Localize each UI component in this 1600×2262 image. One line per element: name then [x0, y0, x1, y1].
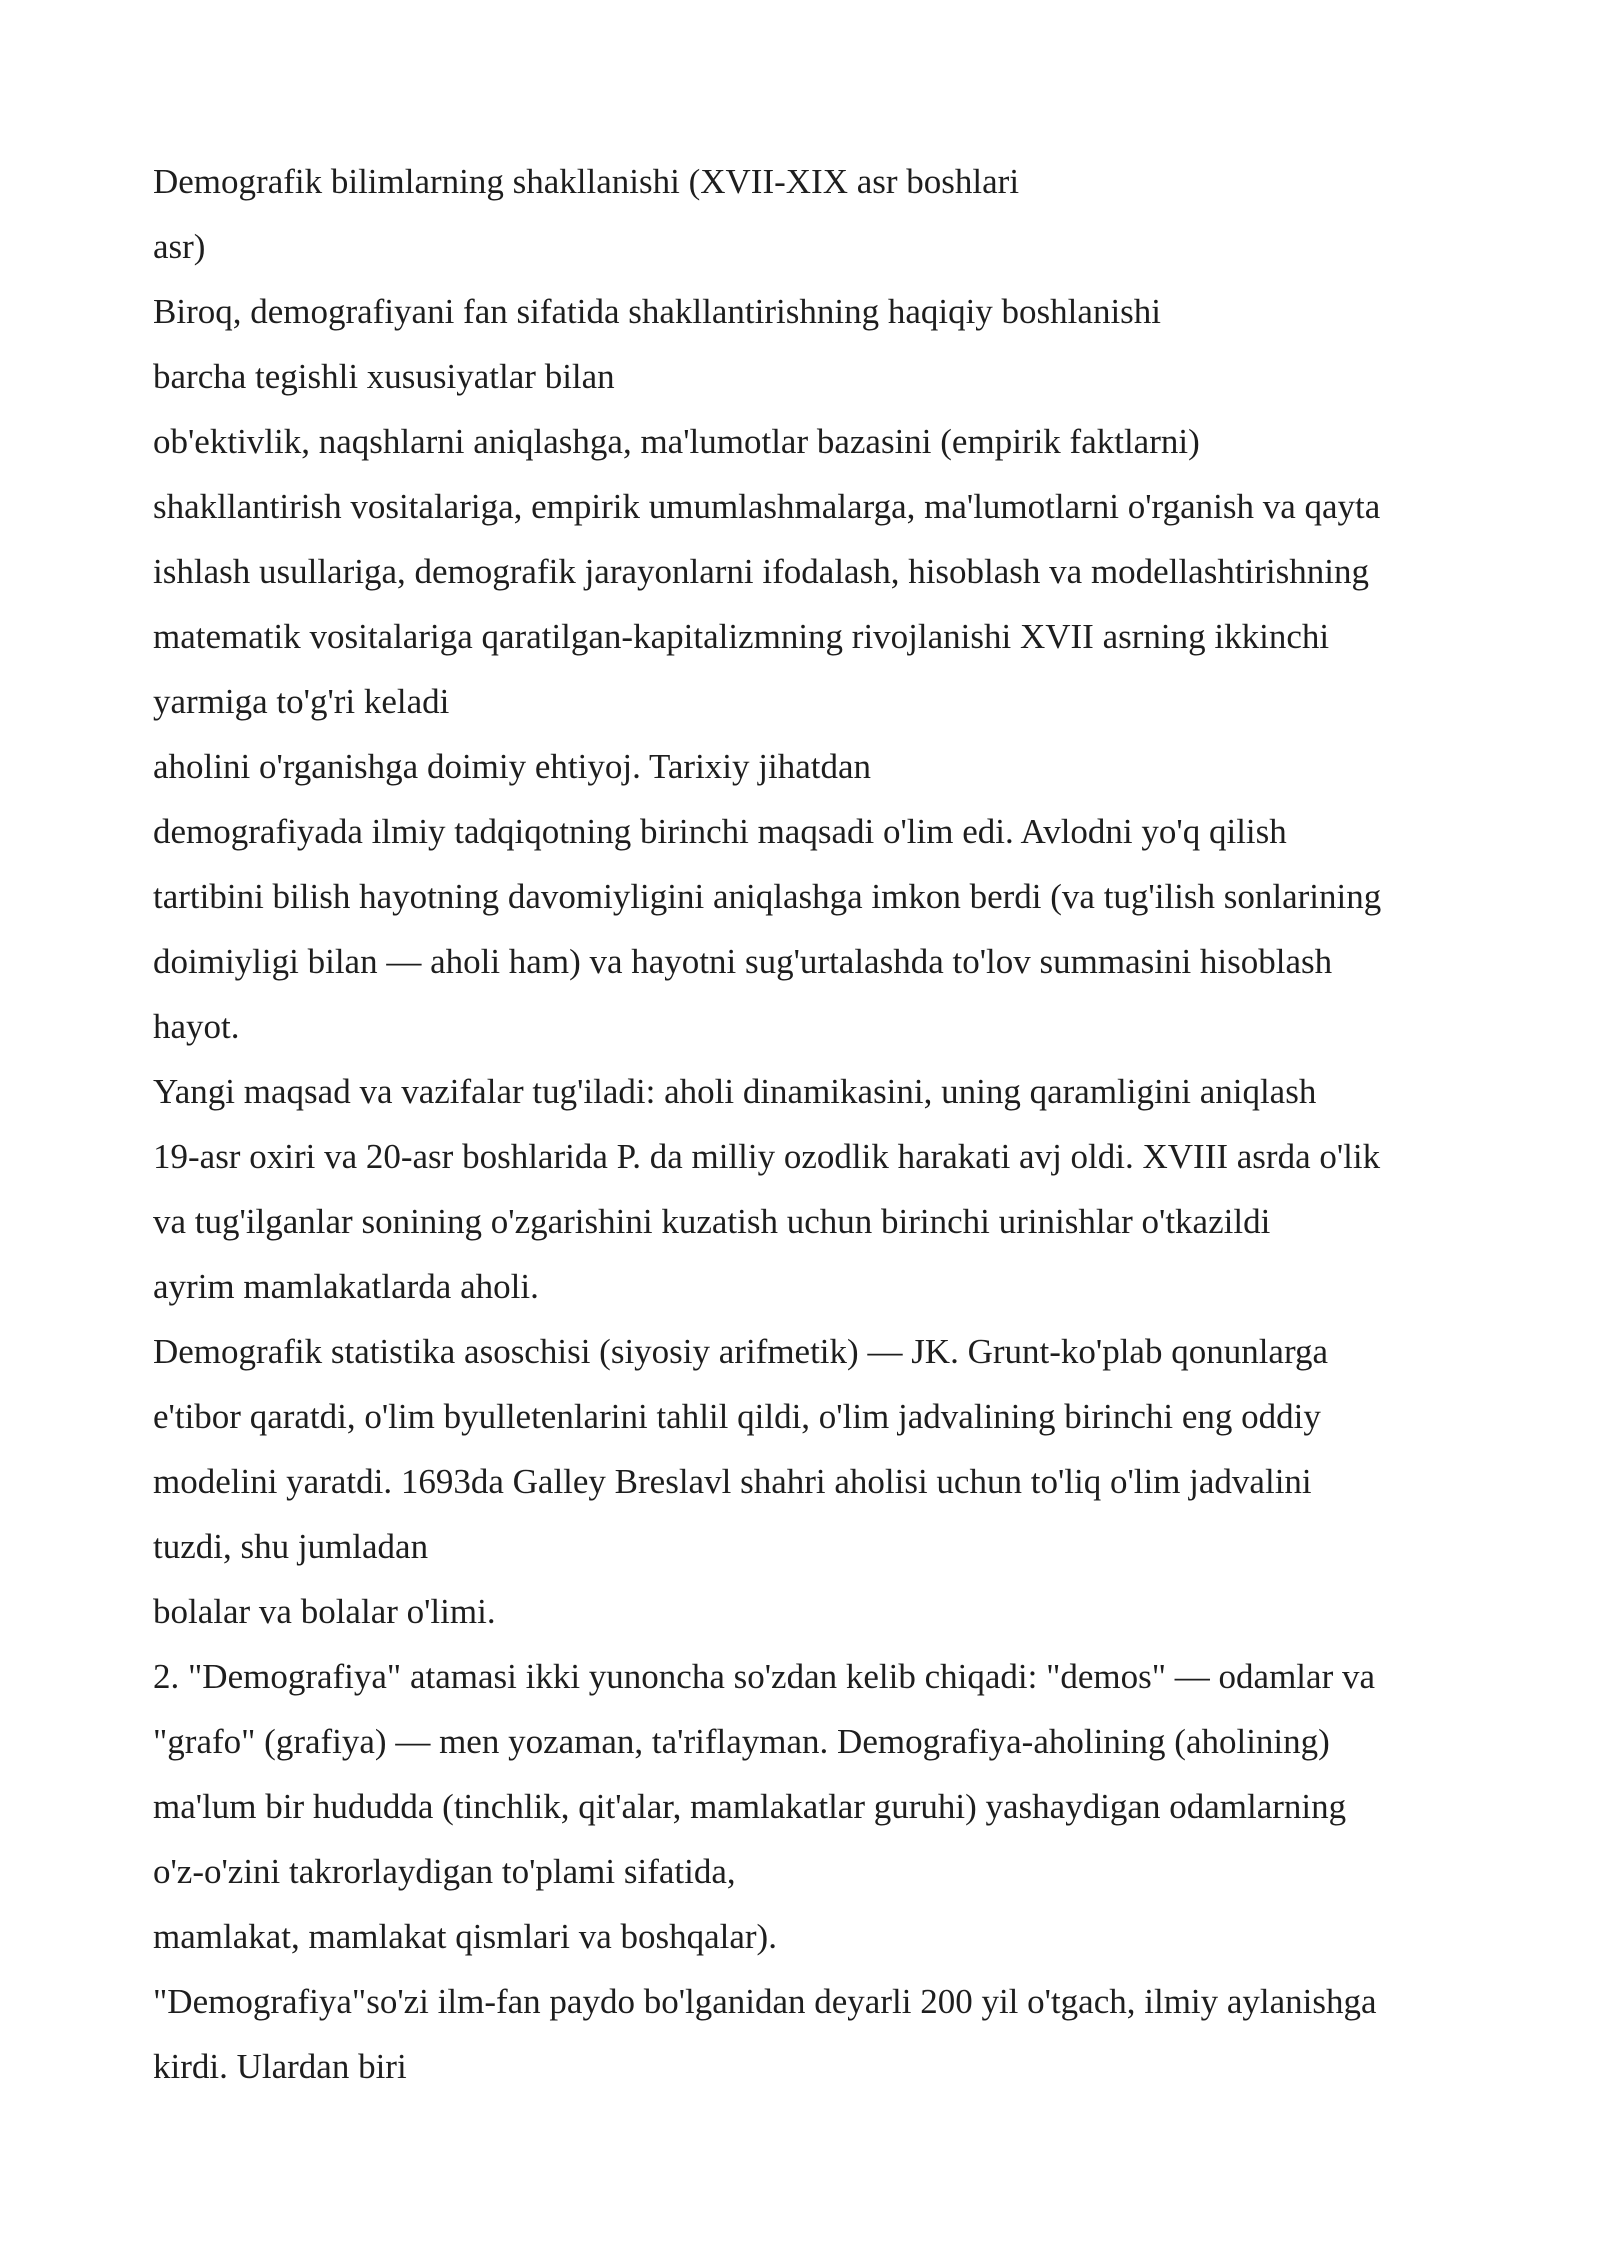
text-line: demografiyada ilmiy tadqiqotning birinchi maqsadi o'lim edi. Avlodni yo'q qilish — [153, 812, 1287, 851]
text-line: "Demografiya"so'zi ilm-fan paydo bo'lganidan deyarli 200 yil o'tgach, ilmiy aylanishga — [153, 1982, 1377, 2021]
text-line: kirdi. Ulardan biri — [153, 2047, 407, 2086]
text-line: asr) — [153, 227, 206, 266]
text-line: va tug'ilganlar sonining o'zgarishini kuzatish uchun birinchi urinishlar o'tkazildi — [153, 1202, 1271, 1241]
text-line: doimiyligi bilan — aholi ham) va hayotni sug'urtalashda to'lov summasini hisoblash — [153, 942, 1333, 981]
text-line: tuzdi, shu jumladan — [153, 1527, 429, 1566]
text-line: 2. "Demografiya" atamasi ikki yunoncha so'zdan kelib chiqadi: "demos" — odamlar va — [153, 1657, 1376, 1696]
text-line: barcha tegishli xususiyatlar bilan — [153, 357, 615, 396]
text-line: e'tibor qaratdi, o'lim byulletenlarini tahlil qildi, o'lim jadvalining birinchi eng oddiy — [153, 1397, 1321, 1436]
text-line: shakllantirish vositalariga, empirik umumlashmalarga, ma'lumotlarni o'rganish va qayta — [153, 487, 1381, 526]
text-line: Demografik statistika asoschisi (siyosiy arifmetik) — JK. Grunt-ko'plab qonunlarga — [153, 1332, 1329, 1371]
text-line: ob'ektivlik, naqshlarni aniqlashga, ma'lumotlar bazasini (empirik faktlarni) — [153, 422, 1200, 461]
text-line: matematik vositalariga qaratilgan-kapitalizmning rivojlanishi XVII asrning ikkinchi — [153, 617, 1330, 656]
text-line: modelini yaratdi. 1693da Galley Breslavl shahri aholisi uchun to'liq o'lim jadvalini — [153, 1462, 1312, 1501]
text-line: Yangi maqsad va vazifalar tug'iladi: aholi dinamikasini, uning qaramligini aniqlash — [153, 1072, 1317, 1111]
text-line: Biroq, demografiyani fan sifatida shakllantirishning haqiqiy boshlanishi — [153, 292, 1162, 331]
text-line: tartibini bilish hayotning davomiyligini aniqlashga imkon berdi (va tug'ilish sonlarining — [153, 877, 1382, 916]
text-line: bolalar va bolalar o'limi. — [153, 1592, 496, 1631]
text-line: Demografik bilimlarning shakllanishi (XVII-XIX asr boshlari — [153, 162, 1020, 201]
text-line: mamlakat, mamlakat qismlari va boshqalar). — [153, 1917, 777, 1956]
text-line: ayrim mamlakatlarda aholi. — [153, 1267, 539, 1306]
body-text — [153, 149, 1493, 2099]
text-line: aholini o'rganishga doimiy ehtiyoj. Tarixiy jihatdan — [153, 747, 872, 786]
text-line: ishlash usullariga, demografik jarayonlarni ifodalash, hisoblash va modellashtirishning — [153, 552, 1369, 591]
text-line: o'z-o'zini takrorlaydigan to'plami sifatida, — [153, 1852, 736, 1891]
text-line: hayot. — [153, 1007, 240, 1046]
text-line: 19-asr oxiri va 20-asr boshlarida P. da milliy ozodlik harakati avj oldi. XVIII asrda o'lik — [153, 1137, 1381, 1176]
text-line: ma'lum bir hududda (tinchlik, qit'alar, mamlakatlar guruhi) yashaydigan odamlarning — [153, 1787, 1347, 1826]
text-line: yarmiga to'g'ri keladi — [153, 682, 450, 721]
text-line: "grafo" (grafiya) — men yozaman, ta'riflayman. Demografiya-aholining (aholining) — [153, 1722, 1330, 1761]
